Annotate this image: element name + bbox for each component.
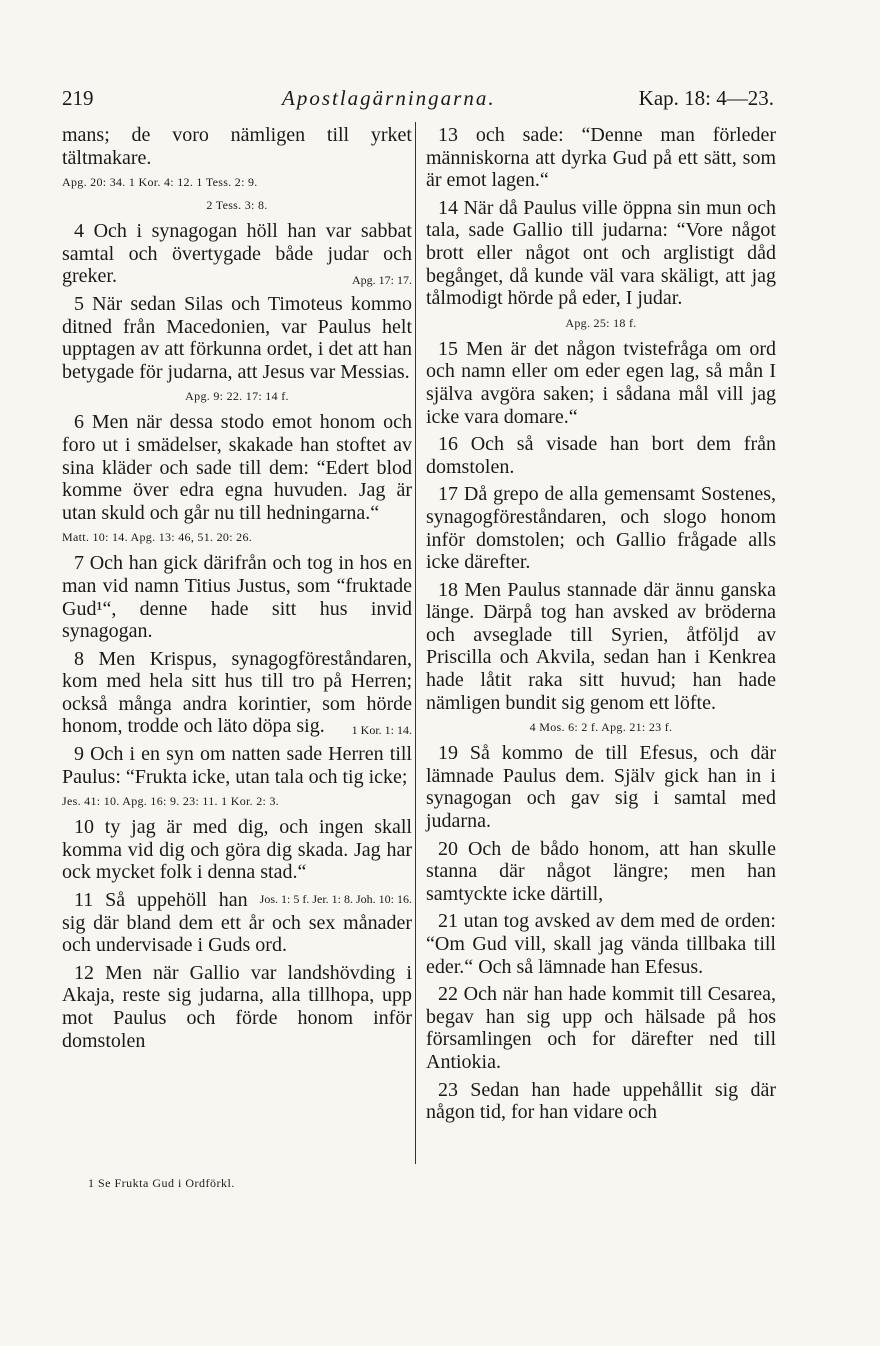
page-number: 219 <box>62 86 94 110</box>
cross-reference: Jos. 1: 5 f. Jer. 1: 8. Joh. 10: 16. <box>259 892 412 907</box>
cross-reference-line: Apg. 9: 22. 17: 14 f. <box>185 389 289 404</box>
verse-text: 4 Och i synagogan höll han var sabbat samtal och övertygade både judar och greker. <box>62 220 412 288</box>
verse-paragraph <box>62 743 412 788</box>
verse-text: 18 Men Paulus stannade där ännu ganska länge. Därpå tog han avsked av bröderna och avseglade till Syrien, åtföljd av Priscilla och Akvila, sedan han i Kenkrea hade låtit raka sitt huvud; han hade nämligen bundit sig genom ett löfte. <box>426 578 776 714</box>
cross-reference: Apg. 17: 17. <box>352 273 412 288</box>
verse-text: 22 Och när han hade kommit till Cesarea, begav han sig upp och hälsade på hos församlingen och for därefter ned till Antiokia. <box>426 983 776 1073</box>
verse-paragraph <box>426 742 776 832</box>
verse-paragraph <box>426 197 776 310</box>
cross-reference-line: Apg. 25: 18 f. <box>565 315 637 330</box>
verse-paragraph <box>426 483 776 573</box>
verse-paragraph <box>62 293 412 383</box>
verse-paragraph <box>62 962 412 1052</box>
verse-text: 12 Men när Gallio var landshövding i Akaja, reste sig judarna, alla tillhopa, upp mot Paulus och förde honom inför domstolen <box>62 961 412 1052</box>
verse-text: 6 Men när dessa stodo emot honom och foro ut i smädelser, skakade han stoftet av sina kläder och sade till dem: “Edert blod komme över edra egna huvuden. Jag är utan skuld och går nu till hedningarna.“ <box>62 411 412 524</box>
verse-paragraph <box>62 816 412 907</box>
footnote: 1 Se Frukta Gud i Ordförkl. <box>88 1176 235 1190</box>
verse-paragraph <box>426 433 776 478</box>
cross-reference-line: Jes. 41: 10. Apg. 16: 9. 23: 11. 1 Kor. 2: 3. <box>62 794 280 809</box>
verse-paragraph <box>426 1079 776 1124</box>
verse-text: 23 Sedan han hade uppehållit sig där någon tid, for han vidare och <box>426 1078 776 1124</box>
verse-text: 10 ty jag är med dig, och ingen skall komma vid dig och göra dig skada. Jag har ock mycket folk i denna stad.“ <box>62 816 412 884</box>
page-header <box>62 86 774 122</box>
verse-text: 13 och sade: “Denne man förleder människorna att dyrka Gud på ett sätt, som är emot lagen.“ <box>426 124 776 192</box>
verse-paragraph <box>426 983 776 1073</box>
verse-text: mans; de voro nämligen till yrket tältmakare. <box>62 124 412 169</box>
verse-text: 14 När då Paulus ville öppna sin mun och tala, sade Gallio till judarna: “Vore något brott eller något ont och arglistigt dåd begånget, då kunde väl vara skäligt, att jag tålmodigt hörde på eder, I judar. <box>426 196 776 310</box>
verse-paragraph <box>62 648 412 738</box>
verse-text: 19 Så kommo de till Efesus, och där lämnade Paulus dem. Själv gick han in i synagogan och gav sig i samtal med judarna. <box>426 742 776 833</box>
column-divider <box>415 122 416 1164</box>
verse-text: 16 Och så visade han bort dem från domstolen. <box>426 433 776 478</box>
chapter-reference: Kap. 18: 4—23. <box>638 86 774 110</box>
verse-text: 21 utan tog avsked av dem med de orden: “Om Gud vill, skall jag vända tillbaka till eder.“ Och så lämnade han Efesus. <box>426 910 776 978</box>
verse-text: 7 Och han gick därifrån och tog in hos en man vid namn Titius Justus, som “fruktade Gud¹“, denne hade sitt hus invid synagogan. <box>62 552 412 643</box>
verse-paragraph <box>62 552 412 642</box>
verse-paragraph <box>62 124 412 169</box>
verse-text: 11 Så uppehöll han sig där bland dem ett år och sex månader och undervisade i Guds ord. <box>62 889 412 957</box>
verse-text: 17 Då grepo de alla gemensamt Sostenes, synagogföreståndaren, och slogo honom inför domstolen; och Gallio frågade alls icke därefter. <box>426 483 776 574</box>
cross-reference-line: Apg. 20: 34. 1 Kor. 4: 12. 1 Tess. 2: 9. <box>62 175 258 190</box>
verse-paragraph <box>426 124 776 192</box>
verse-paragraph <box>62 220 412 288</box>
running-title: Apostlagärningarna. <box>282 86 496 110</box>
verse-text: 8 Men Krispus, synagogföreståndaren, kom med hela sitt hus till tro på Herren; också många andra korintier, som hörde honom, trodde och läto döpa sig. <box>62 647 412 738</box>
cross-reference: 1 Kor. 1: 14. <box>351 723 412 738</box>
verse-text: 20 Och de bådo honom, att han skulle stanna där något längre; men han samtyckte icke därtill, <box>426 837 776 905</box>
left-column <box>62 124 412 1057</box>
verse-paragraph <box>62 411 412 524</box>
verse-paragraph <box>426 838 776 906</box>
verse-paragraph <box>426 579 776 715</box>
verse-paragraph <box>426 338 776 428</box>
cross-reference-line: Matt. 10: 14. Apg. 13: 46, 51. 20: 26. <box>62 530 253 545</box>
right-column <box>426 124 776 1129</box>
cross-reference-line: 4 Mos. 6: 2 f. Apg. 21: 23 f. <box>529 720 673 735</box>
verse-text: 5 När sedan Silas och Timoteus kommo ditned från Macedonien, var Paulus helt upptagen av att förkunna ordet, i det att han betygade för judarna, att Jesus var Messias. <box>62 292 412 383</box>
verse-text: 15 Men är det någon tvistefråga om ord och namn eller om eder egen lag, så mån I själva avgöra saken; i sådana mål vill jag icke vara domare.“ <box>426 337 776 428</box>
cross-reference-line: 2 Tess. 3: 8. <box>206 198 268 213</box>
verse-text: 9 Och i en syn om natten sade Herren till Paulus: “Frukta icke, utan tala och tig icke; <box>62 743 412 788</box>
verse-paragraph <box>426 910 776 978</box>
